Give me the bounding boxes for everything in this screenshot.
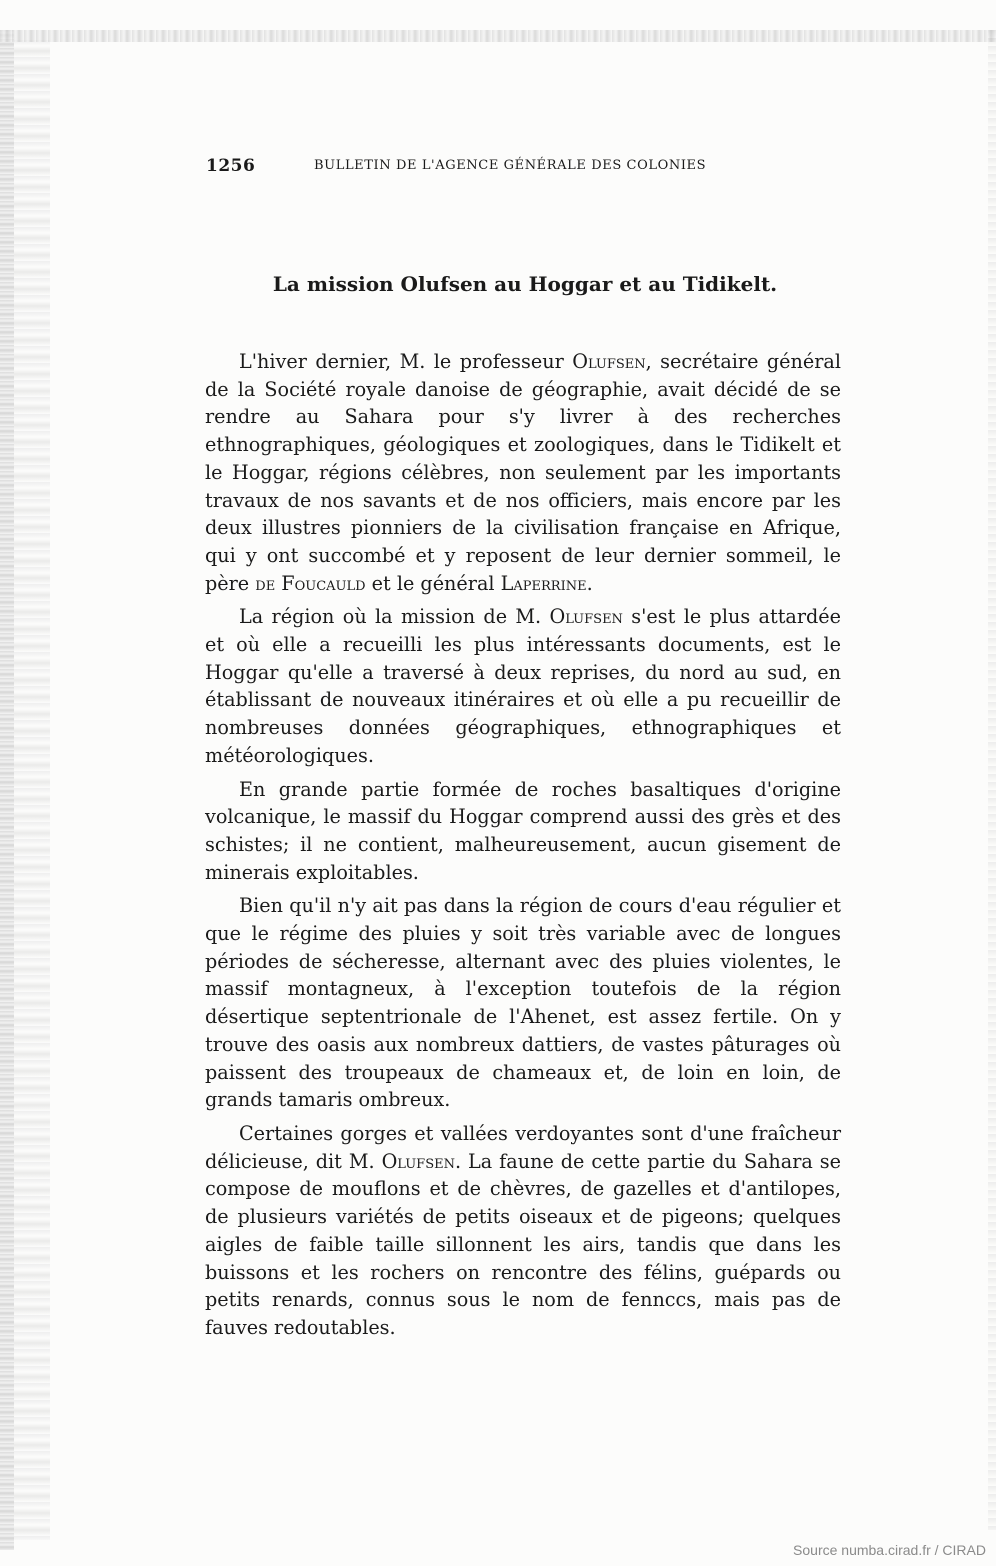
paragraph-3: En grande partie formée de roches basaltiques d'origine volcanique, le massif du Hoggar comprend aussi des grès et des schistes; il ne contient, malheureusement, aucun gisement de minerais exploitables.: [205, 777, 841, 884]
running-head: [206, 156, 746, 180]
paragraph-1: [205, 348, 841, 597]
paragraph-2-text-a: La région où la mission de M.: [239, 605, 550, 629]
paragraph-5: [205, 1120, 841, 1342]
person-name-laperrine: Laperrine: [500, 571, 587, 595]
scan-edge-top: [0, 30, 996, 42]
scan-edge-right: [988, 30, 996, 1530]
person-name-olufsen: Olufsen: [381, 1149, 455, 1173]
paragraph-1-text-c: et le général: [365, 571, 501, 595]
article-body: [205, 348, 841, 1348]
paragraph-2: [205, 603, 841, 769]
person-name-olufsen: Olufsen: [572, 350, 646, 373]
paragraph-5-text-a: Certaines gorges et vallées verdoyantes sont d'une fraîcheur délicieuse, dit M.: [205, 1121, 841, 1173]
paragraph-1-text-b: , secrétaire général de la Société royale danoise de géographie, avait décidé de se rendre au Sahara pour s'y livrer à des recherches ethnographiques, géologiques et zoologiques, dans le Tidikelt et le Hoggar, régions célèbres, non seulement par les importants travaux de nos savants et de nos officiers, mais encore par les deux illustres pionniers de la civilisation française en Afrique, qui y ont succombé et y reposent de leur dernier sommeil, le père: [205, 350, 842, 595]
paragraph-2-text-b: s'est le plus attardée et où elle a recueilli les plus intéressants documents, est le Hoggar qu'elle a traversé à deux reprises, du nord au sud, en établissant de nouveaux itinéraires et où elle a pu recueillir de nombreuses données géographiques, ethnographiques et météorologiques.: [205, 605, 842, 767]
paragraph-1-text-a: L'hiver dernier, M. le professeur: [239, 350, 573, 373]
page-number: 1256: [206, 156, 256, 176]
source-credit: Source numba.cirad.fr / CIRAD: [793, 1542, 986, 1558]
person-name-olufsen: Olufsen: [549, 605, 623, 629]
article-title: La mission Olufsen au Hoggar et au Tidikelt.: [272, 272, 778, 296]
paragraph-1-text-d: .: [586, 571, 593, 595]
scan-shadow-left: [14, 40, 50, 1540]
scan-edge-left: [0, 30, 14, 1550]
person-name-de-foucauld: de Foucauld: [255, 571, 366, 595]
paragraph-5-text-b: . La faune de cette partie du Sahara se compose de mouflons et de chèvres, de gazelles et d'antilopes, de plusieurs variétés de petits oiseaux et de pigeons; quelques aigles de faible taille sillonnent les airs, tandis que dans les buissons et les rochers on rencontre des félins, guépards ou petits renards, connus sous le nom de fennccs, mais pas de fauves redoutables.: [205, 1149, 842, 1339]
header-title: BULLETIN DE L'AGENCE GÉNÉRALE DES COLONIES: [314, 158, 707, 173]
paragraph-4: Bien qu'il n'y ait pas dans la région de cours d'eau régulier et que le régime des pluies y soit très variable avec de longues périodes de sécheresse, alternant avec des pluies violentes, le massif montagneux, à l'exception toutefois de la région désertique septentrionale de l'Ahenet, est assez fertile. On y trouve des oasis aux nombreux dattiers, de vastes pâturages où paissent des troupeaux de chameaux et, de loin en loin, de grands tamaris ombreux.: [205, 894, 841, 1112]
